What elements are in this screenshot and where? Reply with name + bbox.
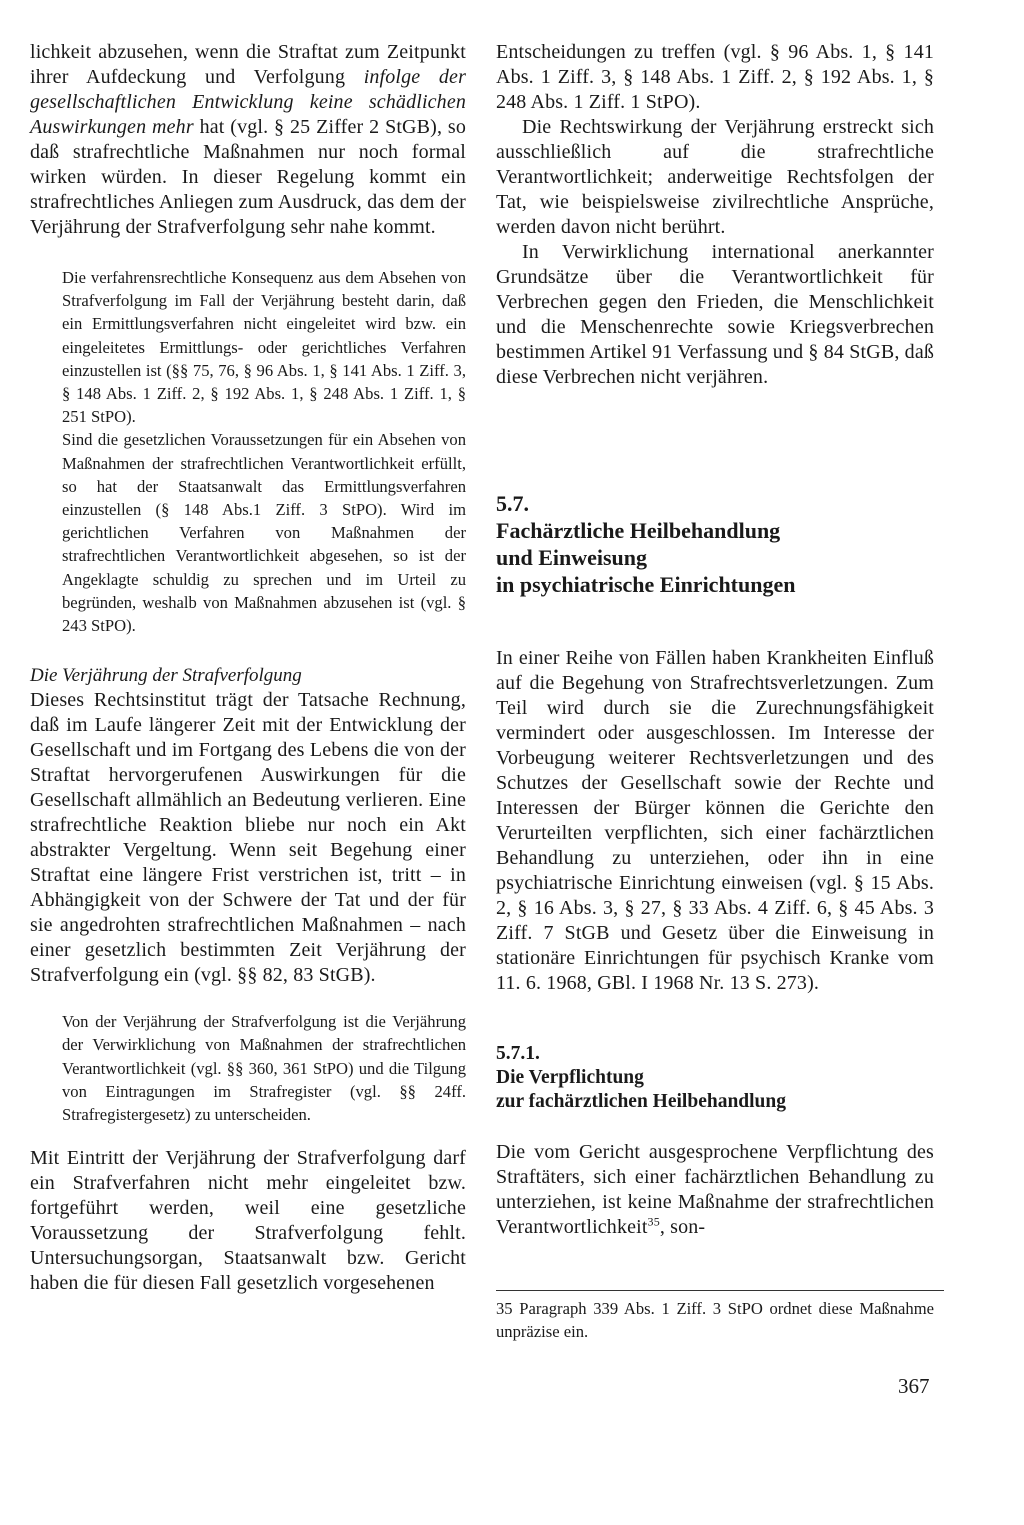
- left-small-note-1: Die verfahrensrechtliche Konsequenz aus dem Absehen von Strafverfolgung im Fall der Verjährung besteht darin, daß ein Ermittlungsverfahren nicht eingeleitet wird bzw. ein eingeleitetes Ermittlungs- oder gerichtliches Verfahren einzustellen ist (§§ 75, 76, § 96 Abs. 1, § 141 Abs. 1 Ziff. 3, § 148 Abs. 1 Ziff. 2, § 192 Abs. 1, § 248 Abs. 1 Ziff. 1, § 251 StPO).: [62, 268, 466, 427]
- left-paragraph-3: Mit Eintritt der Verjährung der Strafverfolgung darf ein Strafverfahren nicht mehr eingeleitet bzw. fortgeführt werden, weil eine gesetzliche Voraussetzung der Strafverfolgung fehlt. Untersuchungsorgan, Staatsanwalt bzw. Gericht haben die für diesen Fall gesetzlich vorgesehenen: [30, 1147, 466, 1295]
- section-number: 5.7.: [496, 491, 529, 516]
- section-title: Fachärztliche Heilbehandlung und Einweisung in psychiatrische Einrichtungen: [496, 518, 796, 597]
- left-paragraph-1-rest: hat (vgl. § 25 Ziffer 2 StGB), so daß strafrechtliche Maßnahmen nur noch formal wirken würden. In dieser Regelung kommt ein strafrechtliches Anliegen zum Ausdruck, das dem der Verjährung der Strafverfolgung sehr nahe kommt.: [30, 116, 466, 238]
- right-paragraph-4: In einer Reihe von Fällen haben Krankheiten Einfluß auf die Begehung von Strafrechtsverletzungen. Zum Teil wird durch sie die Zurechnungsfähigkeit vermindert oder ausgeschlossen. Im Interesse der Vorbeugung weiterer Rechtsverletzungen und des Schutzes der Gesellschaft sowie der Rechte und Interessen der Bürger können die Gerichte den Verurteilten verpflichten, sich einer fachärztlichen Behandlung zu unterziehen, oder ihn in eine psychiatrische Einrichtung einweisen (vgl. § 15 Abs. 2, § 16 Abs. 3, § 27, § 33 Abs. 4 Ziff. 6, § 45 Abs. 3 Ziff. 7 StGB und Gesetz über die Einweisung in stationäre Einrichtungen für psychisch Kranke vom 11. 6. 1968, GBl. I 1968 Nr. 13 S. 273).: [496, 647, 934, 994]
- right-paragraph-1: Entscheidungen zu treffen (vgl. § 96 Abs. 1, § 141 Abs. 1 Ziff. 3, § 148 Abs. 1 Ziff. 2, § 192 Abs. 1, § 248 Abs. 1 Ziff. 1 StPO).: [496, 41, 934, 113]
- left-paragraph-1-emphasis: infolge der gesellschaftlichen Entwicklung keine schädlichen Auswirkungen mehr: [30, 66, 467, 138]
- left-small-note-3: Von der Verjährung der Strafverfolgung ist die Verjährung der Verwirklichung von Maßnahmen der strafrechtlichen Verantwortlichkeit (vgl. §§ 360, 361 StPO) und die Tilgung von Eintragungen im Strafregister (vgl. §§ 24ff. Strafregistergesetz) zu unterscheiden.: [62, 1012, 466, 1125]
- right-paragraph-3: In Verwirklichung international anerkannter Grundsätze über die Verantwortlichkeit für Verbrechen gegen den Frieden, die Menschlichkeit und die Menschenrechte sowie Kriegsverbrechen bestimmen Artikel 91 Verfassung und § 84 StGB, daß diese Verbrechen nicht verjähren.: [496, 241, 934, 388]
- right-paragraph-5-rest: , son-: [659, 1216, 706, 1238]
- right-paragraph-5: [496, 1140, 934, 1240]
- right-column: [496, 40, 934, 1343]
- left-paragraph-2: Dieses Rechtsinstitut trägt der Tatsache Rechnung, daß im Laufe längerer Zeit mit der Entwicklung der Gesellschaft und im Fortgang des Lebens die von der Straftat hervorgerufenen Auswirkungen für die Gesellschaft allmählich an Bedeutung verlieren. Eine strafrechtliche Reaktion bliebe nur noch ein Akt abstrakter Vergeltung. Wenn seit Begehung einer Straftat eine längere Frist verstrichen ist, tritt – in Abhängigkeit von der Schwere der Tat und der für sie angedrohten strafrechtlichen Maßnahmen – nach einer gesetzlich bestimmten Zeit Verjährung der Strafverfolgung ein (vgl. §§ 82, 83 StGB).: [30, 689, 466, 987]
- left-paragraph-1: [30, 40, 466, 240]
- subsection-number: 5.7.1.: [496, 1043, 540, 1064]
- left-paragraph-1-text: lichkeit abzusehen, wenn die Straftat zum Zeitpunkt ihrer Aufdeckung und Verfolgung: [30, 41, 466, 88]
- subsection-title: Die Verpflichtung zur fachärztlichen Heilbehandlung: [496, 1067, 786, 1112]
- left-small-note-2: Sind die gesetzlichen Voraussetzungen für ein Absehen von Maßnahmen der strafrechtlichen Verantwortlichkeit erfüllt, so hat der Staatsanwalt das Ermittlungsverfahren einzustellen (§ 148 Abs.1 Ziff. 3 StPO). Wird im gerichtlichen Verfahren von Maßnahmen der strafrechtlichen Verantwortlichkeit abgesehen, so ist der Angeklagte schuldig zu sprechen und im Urteil zu begründen, weshalb von Maßnahmen abzusehen ist (vgl. § 243 StPO).: [62, 430, 466, 636]
- left-column: [30, 40, 466, 1296]
- footnote: 35 Paragraph 339 Abs. 1 Ziff. 3 StPO ordnet diese Maßnahme unpräzise ein.: [496, 1299, 934, 1341]
- right-paragraph-5-text: Die vom Gericht ausgesprochene Verpflichtung des Straftäters, sich einer fachärztlichen Behandlung zu unterziehen, ist keine Maßnahme der strafrechtlichen Verantwortlichkeit: [496, 1141, 934, 1238]
- right-paragraph-2: Die Rechtswirkung der Verjährung erstreckt sich ausschließlich auf die strafrechtliche Verantwortlichkeit; anderweitige Rechtsfolgen der Tat, wie beispielsweise zivilrechtliche Ansprüche, werden davon nicht berührt.: [496, 116, 934, 238]
- page-number: 367: [898, 1374, 930, 1398]
- italic-subheading: Die Verjährung der Strafverfolgung: [30, 665, 302, 687]
- footnote-reference: 35: [647, 1214, 660, 1229]
- footnote-divider: [496, 1290, 944, 1291]
